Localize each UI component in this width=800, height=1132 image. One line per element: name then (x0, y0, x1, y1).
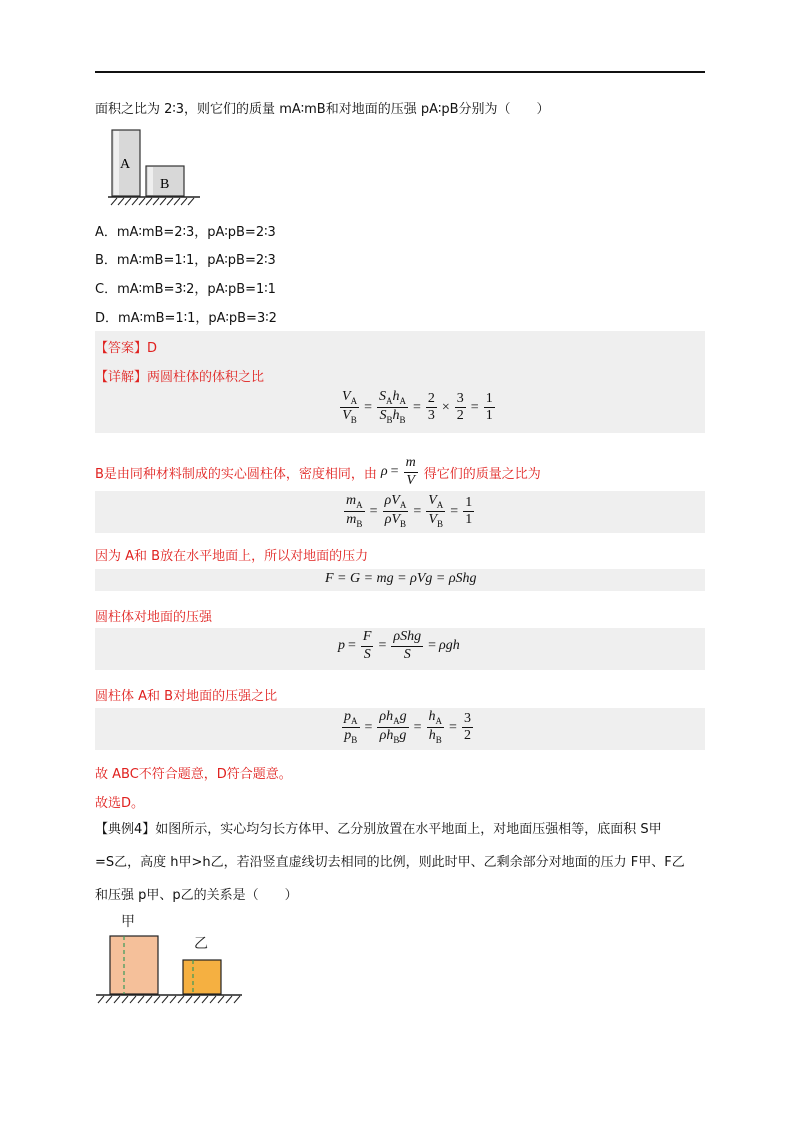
example4-line2: =S乙，高度 h甲>h乙，若沿竖直虚线切去相同的比例，则此时甲、乙剩余部分对地面的压力 F甲、F乙 (95, 855, 685, 870)
ratio-line: 圆柱体 A和 B对地面的压强之比 (95, 689, 278, 704)
choice-line: 故选D。 (95, 796, 145, 811)
mass-ratio-formula: $\frac{m_A}{m_B}$ = $\frac{\rho V_A}{\rho V_B}$ = $\frac{V_A}{V_B}$ = $\frac{1}{1}$ (346, 493, 473, 530)
label-yi: 乙 (194, 937, 208, 952)
example4-line1: 【典例4】如图所示，实心均匀长方体甲、乙分别放置在水平地面上，对地面压强相等，底面积 S甲 (95, 822, 662, 837)
label-a: A (120, 157, 131, 172)
detail-label: 【详解】两圆柱体的体积之比 (95, 370, 265, 385)
example4-line3: 和压强 p甲、p乙的关系是（ ） (95, 888, 298, 903)
header-rule (95, 71, 705, 73)
pressure-ratio-formula: $\frac{p_A}{p_B}$ = $\frac{\rho h_Ag}{\rho h_Bg}$ = $\frac{h_A}{h_B}$ = $\frac{3}{2}$ (344, 709, 471, 746)
option-a[interactable]: A．mA∶mB=2∶3，pA∶pB=2∶3 (95, 225, 276, 240)
volume-ratio-formula: $\frac{V_A}{V_B}$ = $\frac{S_Ah_A}{S_Bh_B}$ = $\frac{2}{3}$ × $\frac{3}{2}$ = $\frac{1}{1}$ (342, 389, 493, 426)
option-b[interactable]: B．mA∶mB=1∶1，pA∶pB=2∶3 (95, 253, 276, 268)
pressure-line: 圆柱体对地面的压强 (95, 610, 213, 625)
density-line: B是由同种材料制成的实心圆柱体，密度相同，由 ρ = $\frac{m}{V}$ 得它们的质量之比为 (95, 455, 541, 488)
label-b: B (160, 177, 170, 192)
answer-label: 【答案】D (95, 341, 158, 356)
conclusion-line: 故 ABC不符合题意，D符合题意。 (95, 767, 292, 782)
option-c[interactable]: C．mA∶mB=3∶2，pA∶pB=1∶1 (95, 282, 276, 297)
option-d[interactable]: D．mA∶mB=1∶1，pA∶pB=3∶2 (95, 311, 277, 326)
blocks-figure (96, 910, 244, 1006)
force-line: 因为 A和 B放在水平地面上，所以对地面的压力 (95, 549, 369, 564)
cylinders-figure (108, 128, 200, 210)
question-stem: 面积之比为 2∶3，则它们的质量 mA∶mB和对地面的压强 pA∶pB分别为（ ） (95, 102, 550, 117)
force-formula: F = G = mg = ρVg = ρShg (325, 571, 477, 586)
pressure-formula: p = $\frac{F}{S}$ = $\frac{\text{ρShg}}{S}$ = ρgh (338, 629, 460, 662)
label-jia: 甲 (121, 915, 135, 930)
